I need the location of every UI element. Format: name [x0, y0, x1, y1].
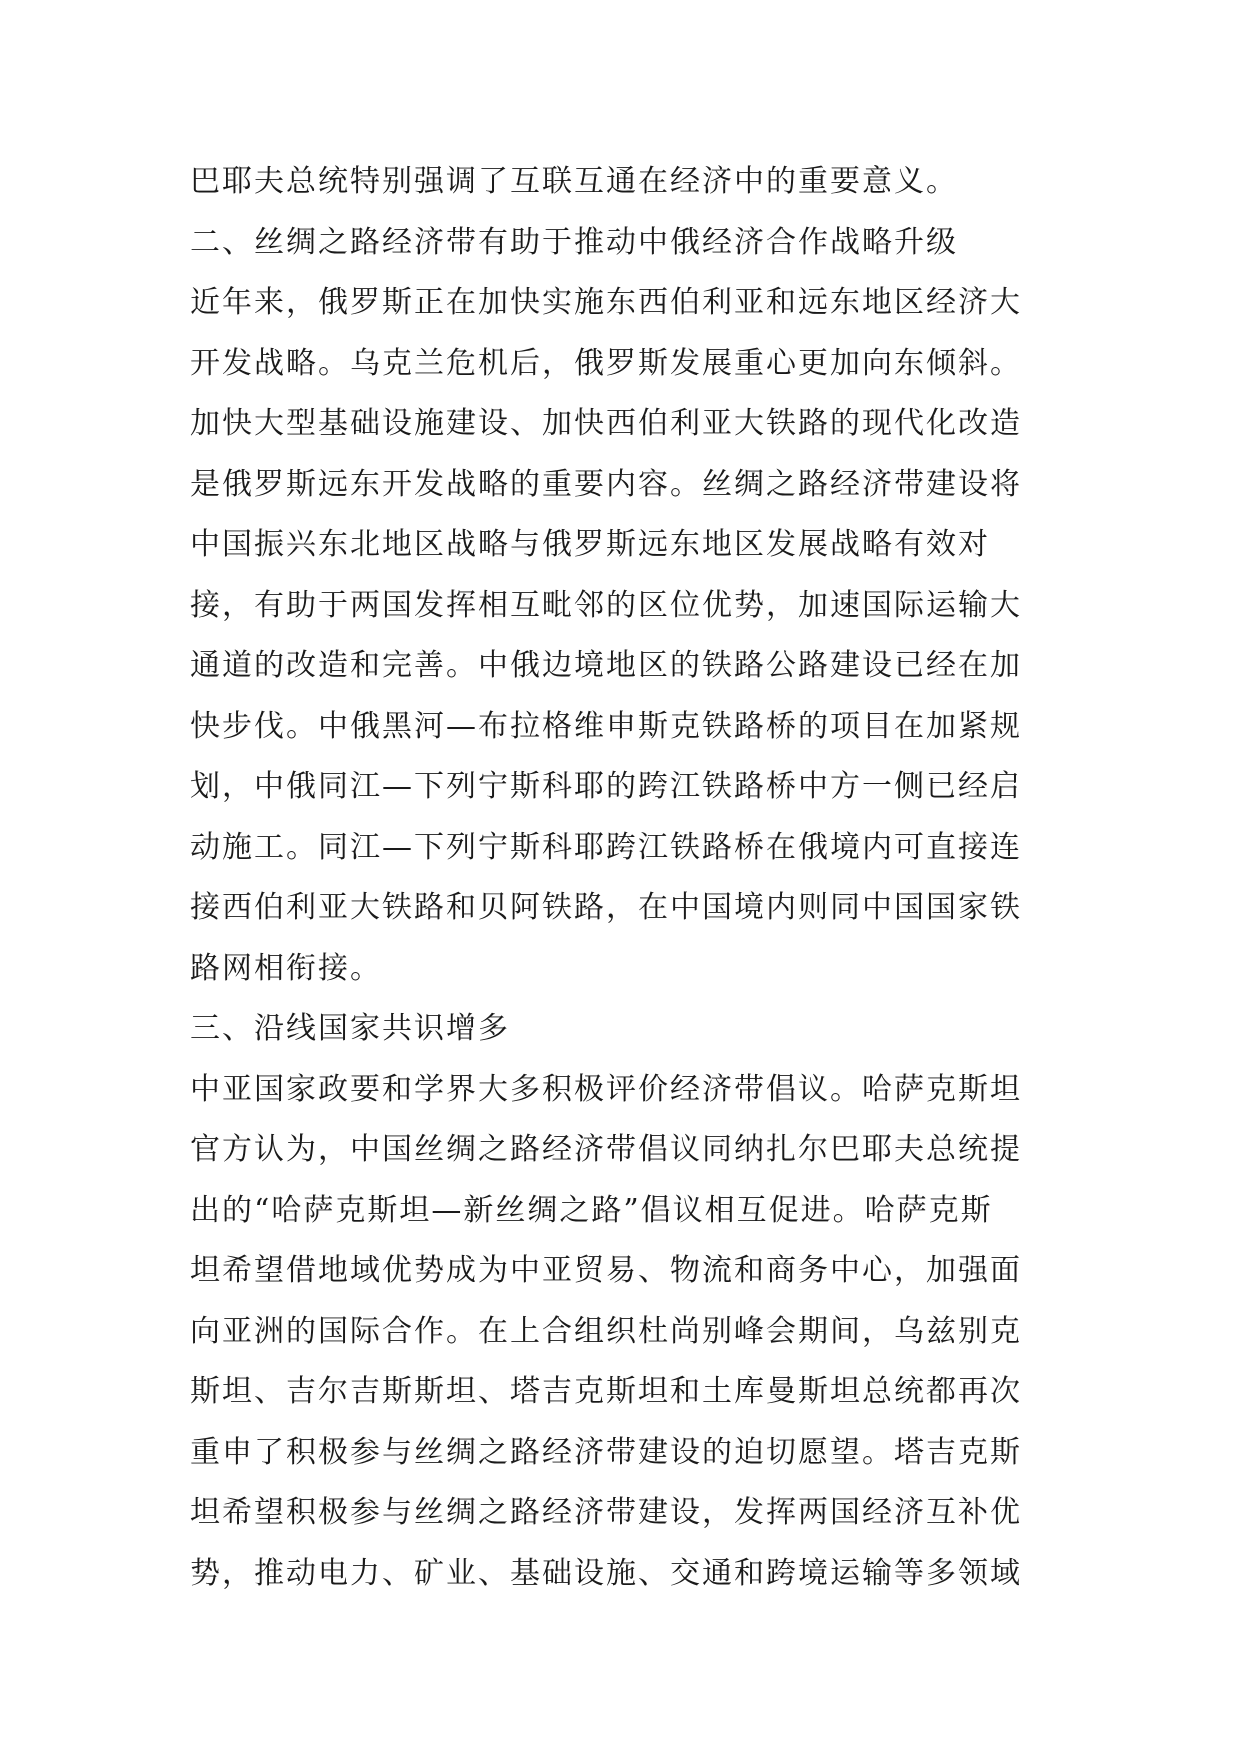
- text-line: 中亚国家政要和学界大多积极评价经济带倡议。哈萨克斯坦: [190, 1071, 1022, 1107]
- text-line: 加快大型基础设施建设、加快西伯利亚大铁路的现代化改造: [190, 406, 1022, 441]
- text-line: 坦希望借地域优势成为中亚贸易、物流和商务中心，加强面: [190, 1253, 1022, 1288]
- text-line: 动施工。同江—下列宁斯科耶跨江铁路桥在俄境内可直接连: [190, 829, 1022, 865]
- section-heading-2: 二、丝绸之路经济带有助于推动中俄经济合作战略升级: [190, 224, 958, 260]
- body-text: [190, 152, 1060, 1604]
- text-line: 坦希望积极参与丝绸之路经济带建设，发挥两国经济互补优: [190, 1495, 1022, 1530]
- text-line: 接西伯利亚大铁路和贝阿铁路，在中国境内则同中国国家铁: [190, 890, 1022, 925]
- text-line: 出的“哈萨克斯坦—新丝绸之路”倡议相互促进。哈萨克斯: [190, 1192, 993, 1228]
- text-line: 巴耶夫总统特别强调了互联互通在经济中的重要意义。: [190, 164, 958, 199]
- text-line: 路网相衔接。: [190, 950, 382, 986]
- text-line: 中国振兴东北地区战略与俄罗斯远东地区发展战略有效对: [190, 527, 990, 562]
- text-line: 势，推动电力、矿业、基础设施、交通和跨境运输等多领域: [190, 1555, 1022, 1591]
- text-line: 开发战略。乌克兰危机后，俄罗斯发展重心更加向东倾斜。: [190, 345, 1022, 381]
- text-line: 接，有助于两国发挥相互毗邻的区位优势，加速国际运输大: [190, 587, 1022, 623]
- text-line: 通道的改造和完善。中俄边境地区的铁路公路建设已经在加: [190, 648, 1022, 683]
- text-line: 是俄罗斯远东开发战略的重要内容。丝绸之路经济带建设将: [190, 466, 1022, 502]
- text-line: 划，中俄同江—下列宁斯科耶的跨江铁路桥中方一侧已经启: [190, 769, 1022, 804]
- text-line: 重申了积极参与丝绸之路经济带建设的迫切愿望。塔吉克斯: [190, 1434, 1022, 1470]
- text-line: 向亚洲的国际合作。在上合组织杜尚别峰会期间，乌兹别克: [190, 1313, 1022, 1349]
- text-line: 官方认为，中国丝绸之路经济带倡议同纳扎尔巴耶夫总统提: [190, 1132, 1022, 1167]
- text-line: 近年来，俄罗斯正在加快实施东西伯利亚和远东地区经济大: [190, 285, 1022, 320]
- section-heading-3: 三、沿线国家共识增多: [190, 1011, 510, 1046]
- text-line: 快步伐。中俄黑河—布拉格维申斯克铁路桥的项目在加紧规: [190, 708, 1022, 744]
- text-line: 斯坦、吉尔吉斯斯坦、塔吉克斯坦和土库曼斯坦总统都再次: [190, 1374, 1022, 1409]
